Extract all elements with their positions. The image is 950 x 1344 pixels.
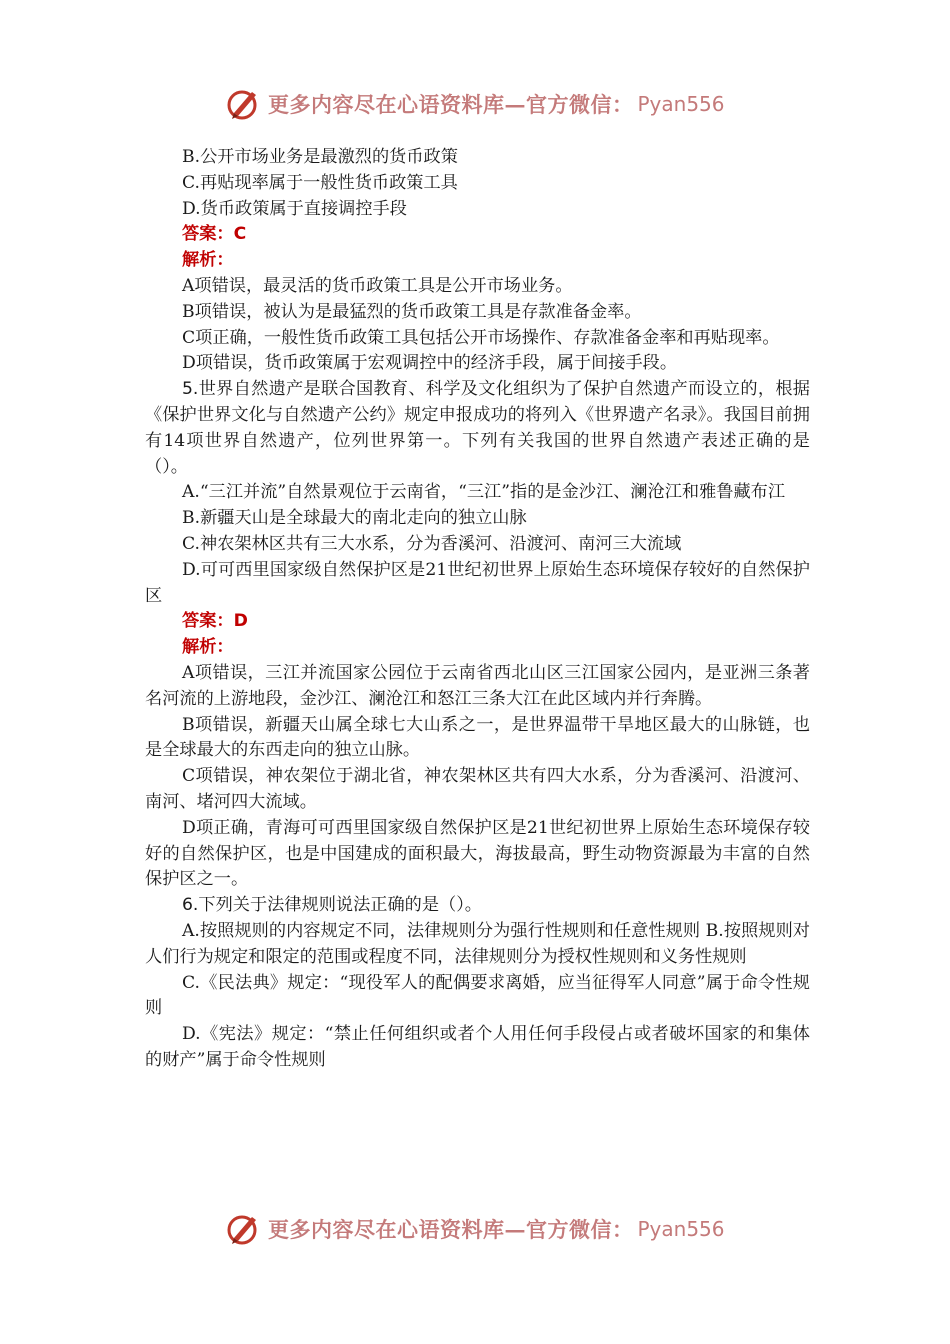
paragraph: C项正确，一般性货币政策工具包括公开市场操作、存款准备金率和再贴现率。 bbox=[182, 327, 780, 348]
paragraph: B项错误，被认为是最猛烈的货币政策工具是存款准备金率。 bbox=[182, 301, 642, 322]
paragraph: C项错误，神农架位于湖北省，神农架林区共有四大水系，分为香溪河、沿渡河、南河、堵河四大流域。 bbox=[145, 766, 810, 812]
answer-label: 答案：D bbox=[182, 611, 248, 632]
analysis-label: 解析： bbox=[182, 637, 234, 658]
paragraph: A项错误，最灵活的货币政策工具是公开市场业务。 bbox=[182, 275, 573, 296]
pen-logo-icon bbox=[226, 1211, 262, 1247]
header-banner bbox=[226, 84, 746, 124]
question-text: 下列关于法律规则说法正确的是（）。 bbox=[198, 895, 482, 916]
banner-wechat-id: Pyan556 bbox=[637, 92, 725, 116]
answer-label: 答案：C bbox=[182, 224, 247, 245]
paragraph: C.再贴现率属于一般性货币政策工具 bbox=[182, 172, 458, 193]
paragraph: C.神农架林区共有三大水系，分为香溪河、沿渡河、南河三大流域 bbox=[182, 533, 682, 554]
paragraph: A项错误，三江并流国家公园位于云南省西北山区三江国家公园内，是亚洲三条著名河流的上游地段，金沙江、澜沧江和怒江三条大江在此区域内并行奔腾。 bbox=[145, 662, 810, 709]
paragraph: B项错误，新疆天山属全球七大山系之一，是世界温带干旱地区最大的山脉链，也是全球最大的东西走向的独立山脉。 bbox=[145, 714, 810, 761]
banner-wechat-id: Pyan556 bbox=[637, 1217, 725, 1241]
paragraph: B.新疆天山是全球最大的南北走向的独立山脉 bbox=[182, 508, 527, 529]
banner-text: 更多内容尽在心语资料库—官方微信： bbox=[268, 1217, 634, 1242]
question-number: 5. bbox=[182, 379, 199, 400]
question-number: 6. bbox=[182, 895, 199, 916]
banner-text: 更多内容尽在心语资料库—官方微信： bbox=[268, 92, 634, 117]
paragraph: D.货币政策属于直接调控手段 bbox=[182, 198, 407, 219]
pen-logo-icon bbox=[226, 86, 262, 122]
question-stem bbox=[145, 377, 810, 480]
paragraph: D.《宪法》规定：“禁止任何组织或者个人用任何手段侵占或者破坏国家的和集体的财产”属于命令性规则 bbox=[145, 1024, 810, 1070]
paragraph: D项正确，青海可可西里国家级自然保护区是21世纪初世界上原始生态环境保存较好的自然保护区，也是中国建成的面积最大，海拔最高，野生动物资源最为丰富的自然保护区之一。 bbox=[145, 817, 810, 890]
document-body bbox=[145, 145, 810, 1074]
question-text: 世界自然遗产是联合国教育、科学及文化组织为了保护自然遗产而设立的，根据《保护世界文化与自然遗产公约》规定申报成功的将列入《世界遗产名录》。我国目前拥有14项世界自然遗产，位列世界第一。下列有关我国的世界自然遗产表述正确的是（）。 bbox=[145, 379, 810, 477]
paragraph: D项错误，货币政策属于宏观调控中的经济手段，属于间接手段。 bbox=[182, 353, 678, 374]
paragraph: C.《民法典》规定：“现役军人的配偶要求离婚，应当征得军人同意”属于命令性规则 bbox=[145, 972, 810, 1019]
analysis-label: 解析： bbox=[182, 250, 234, 271]
question-stem bbox=[145, 893, 810, 919]
paragraph: A.“三江并流”自然景观位于云南省，“三江”指的是金沙江、澜沧江和雅鲁藏布江 bbox=[182, 482, 786, 503]
paragraph: D.可可西里国家级自然保护区是21世纪初世界上原始生态环境保存较好的自然保护区 bbox=[145, 559, 810, 606]
footer-banner bbox=[226, 1209, 746, 1249]
paragraph: A.按照规则的内容规定不同，法律规则分为强行性规则和任意性规则 B.按照规则对人们行为规定和限定的范围或程度不同，法律规则分为授权性规则和义务性规则 bbox=[145, 920, 810, 967]
paragraph: B.公开市场业务是最激烈的货币政策 bbox=[182, 147, 458, 167]
